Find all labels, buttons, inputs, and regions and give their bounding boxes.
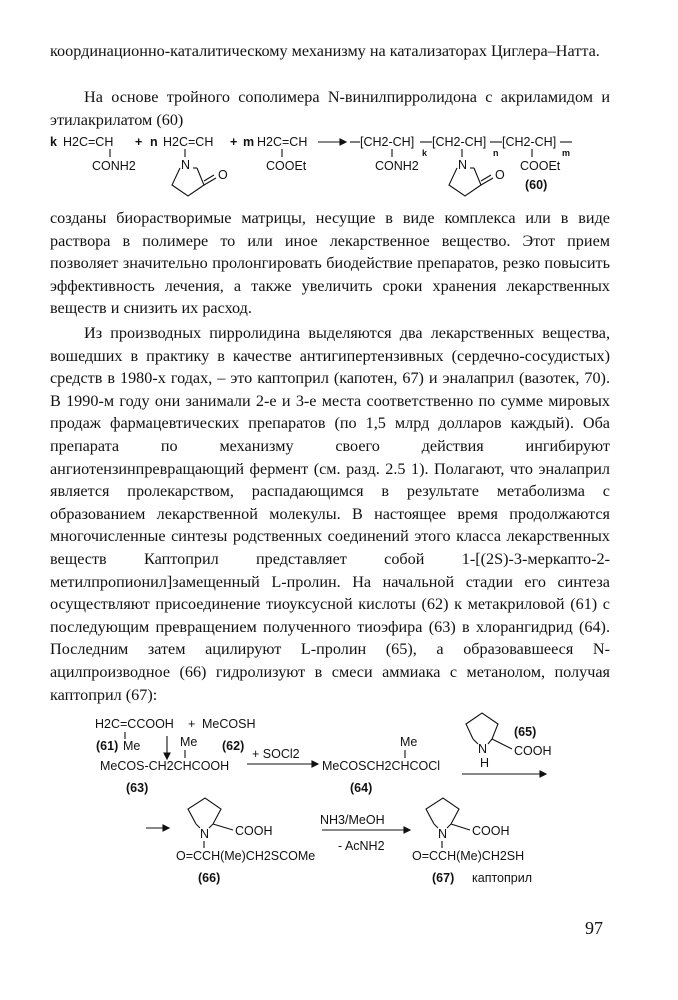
vinylpyrrolidone-formula: H2C=CH [163,135,214,149]
ethylacrylate-substituent: COOEt [266,159,307,173]
thioester-formula: MeCOS-CH2CHCOOH [100,759,230,773]
compound-label-64: (64) [350,781,373,795]
oxygen-atom: O [218,168,228,182]
compound-label-65: (65) [514,725,537,739]
plus-sign: + [230,135,238,149]
nitrogen-atom: N [200,827,210,841]
ethylacrylate-monomer [243,135,307,173]
n-acyl-proline-66 [146,798,315,885]
coefficient-m: m [243,135,255,149]
acyl-chain: O=CCH(Me)CH2SH [412,849,525,863]
copolymer-scheme [0,128,678,208]
methyl-group: Me [123,739,141,753]
paragraph-text: На основе тройного сополимера N-винилпирролидона с акриламидом и этилакрилатом (60) [50,88,610,129]
oxygen-atom: O [495,168,505,182]
nh-nitrogen: N [478,742,488,756]
nitrogen-atom: N [181,158,191,172]
nitrogen-atom: N [458,158,468,172]
captopril-synthesis-scheme [0,712,678,892]
captopril-name: каптоприл [472,871,532,885]
acid-chloride-64 [322,735,440,795]
page-number: 97 [585,918,603,938]
vinylpyrrolidone-monomer [150,135,228,196]
starting-materials [95,717,255,753]
nh-hydrogen: H [480,756,490,770]
methyl-group: Me [400,735,418,749]
paragraph-pyrrolidine-drugs [50,322,610,706]
compound-label-60: (60) [525,178,548,192]
polymer-product [350,135,572,196]
compound-label-63: (63) [126,781,149,795]
acrylamide-monomer [50,135,136,173]
paragraph-text: созданы биорастворимые матрицы, несущие в виде комплекса или в виде раствора в полимере то или иное лекарственное вещество. Этот прием позволяет значительно пролонгировать биодействие препаратов, резко повысить эффективность лечения, а также увеличить сроки хранения лекарственных веществ и снизить их расход. [50,209,610,318]
plus-sign: + [188,717,196,731]
amide-group: CONH2 [375,159,419,173]
acylation-arrow [462,771,546,777]
hydrolysis-arrow [320,813,410,853]
methacrylic-acid: H2C=CCOOH [95,717,174,731]
repeat-unit-1: [CH2-CH] [360,135,415,149]
paragraph-text: координационно-каталитическому механизму на катализаторах Циглера–Натта. [50,42,600,60]
proline-carboxyl: COOH [514,744,552,758]
paragraph-text: Из производных пирролидина выделяются два лекарственных вещества, вошедших в практику в качестве антигипертензивных (сердечно-сосудистых) средств в 1980-х годах, – это каптоприл (капотен, 67) и эналаприл (вазотек, 70). В 1990-м году они занимали 2-е и 3-е места соответственно по сумме мировых продаж фармацевтических препаратов (по 1,5 млрд долларов каждый). Оба препарата по механизму своего действия ингибируют ангиотензинпревращающий фермент (см. разд. 2.5 1). Полагают, что эналаприл является пролекарством, распадающимся в результате метаболизма с образованием лекарственной молекулы. В настоящее время продолжаются многочисленные синтезы родственных соединений этого класса лекарственных веществ Каптоприл представляет собой 1-[(2S)-3-меркапто-2-метилпропионил]замещенный L-пролин. На начальной стадии его синтеза осуществляют присоединение тиоуксусной кислоты (62) к метакриловой (61) с последующим превращением полученного тиоэфира (63) в хлорангидрид (64). Последним затем ацилируют L-пролин (65), а образовавшееся N-ацилпроизводное (66) гидролизуют в смеси аммиака с метанолом, получая каптоприл (67): [50,324,610,704]
nitrogen-atom: N [438,827,448,841]
compound-label-66: (66) [198,871,221,885]
reagent-socl2: + SOCl2 [252,747,300,761]
acyl-chain: O=CCH(Me)CH2SCOMe [176,849,316,863]
repeat-unit-3: [CH2-CH] [502,135,557,149]
ethylacrylate-formula: H2C=CH [257,135,308,149]
compound-label-62: (62) [222,739,245,753]
reagent-ammonia-methanol: NH3/MeOH [320,813,385,827]
ester-group: COOEt [520,159,561,173]
addition-arrow [164,736,170,759]
subscript-n: n [493,148,499,158]
paragraph-matrices [50,207,610,320]
proline-65 [466,713,552,770]
coefficient-n: n [150,135,158,149]
subscript-m: m [562,148,571,158]
thioester-63 [100,735,229,795]
compound-label-61: (61) [96,739,119,753]
carboxyl-group: COOH [235,824,273,838]
carboxyl-group: COOH [472,824,510,838]
reaction-arrow [318,139,346,145]
methyl-group: Me [180,735,198,749]
subscript-k: k [422,148,428,158]
acid-chloride-formula: MeCOSCH2CHCOCl [322,759,441,773]
compound-label-67: (67) [432,871,455,885]
acrylamide-formula: H2C=CH [63,135,114,149]
byproduct-acetamide: - AcNH2 [338,839,385,853]
paragraph-copolymer-intro [50,86,610,131]
acrylamide-substituent: CONH2 [92,159,136,173]
coefficient-k: k [50,135,57,149]
plus-sign: + [135,135,143,149]
repeat-unit-2: [CH2-CH] [432,135,487,149]
socl2-arrow [247,747,318,767]
captopril-67 [412,798,532,885]
thioacetic-acid: MeCOSH [202,717,256,731]
paragraph-continuation [50,40,610,63]
